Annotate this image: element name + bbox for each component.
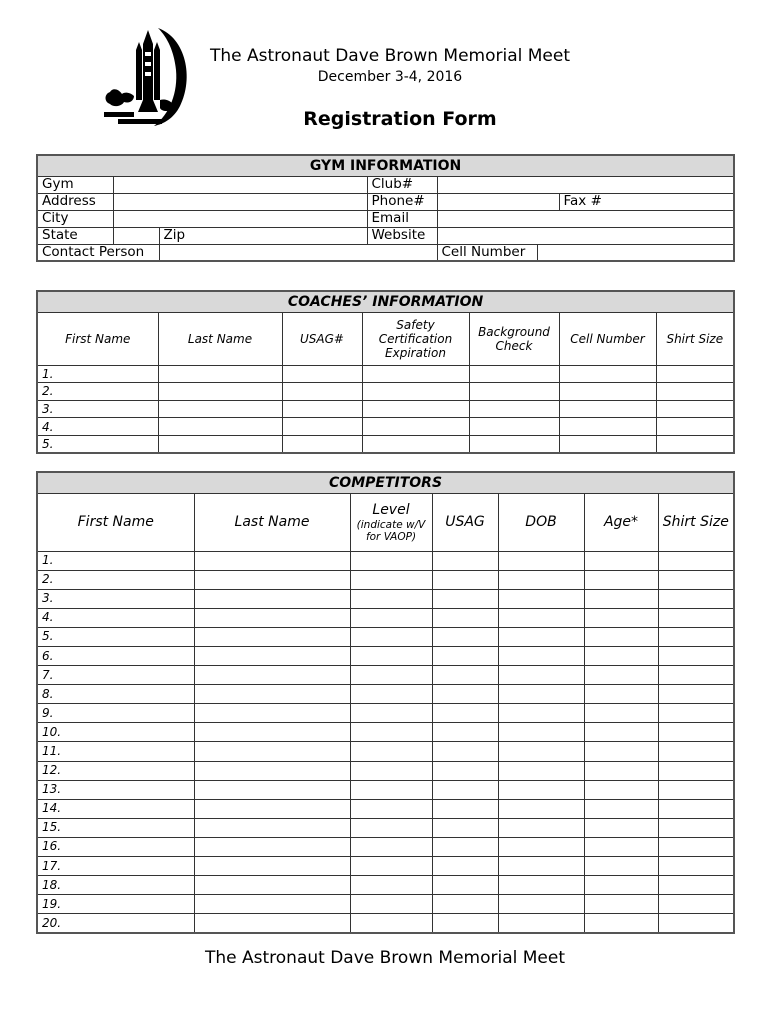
competitor-cell[interactable] <box>498 799 584 818</box>
competitor-row-number[interactable]: 13. <box>37 780 194 799</box>
competitor-cell[interactable] <box>658 895 734 914</box>
competitor-cell[interactable] <box>350 780 432 799</box>
competitor-row-number[interactable]: 8. <box>37 685 194 704</box>
competitor-cell[interactable] <box>658 570 734 589</box>
competitor-cell[interactable] <box>658 914 734 933</box>
competitor-row <box>37 857 734 876</box>
competitors-section-title: COMPETITORS <box>37 472 734 493</box>
competitor-cell[interactable] <box>584 551 658 570</box>
coach-cell[interactable] <box>282 418 362 436</box>
competitor-cell[interactable] <box>498 818 584 837</box>
competitor-row-number[interactable]: 11. <box>37 742 194 761</box>
competitor-cell[interactable] <box>350 799 432 818</box>
competitor-cell[interactable] <box>194 914 350 933</box>
cell-number-label: Cell Number <box>437 244 537 261</box>
competitor-cell[interactable] <box>498 857 584 876</box>
contact-person-label: Contact Person <box>37 244 159 261</box>
coach-cell[interactable] <box>362 435 469 453</box>
meet-title: The Astronaut Dave Brown Memorial Meet <box>209 46 570 66</box>
form-title: Registration Form <box>303 108 497 130</box>
competitor-row-number[interactable]: 19. <box>37 895 194 914</box>
col-last-name: Last Name <box>194 493 350 551</box>
coach-cell[interactable] <box>656 365 734 383</box>
coach-cell[interactable] <box>469 418 559 436</box>
club-field[interactable] <box>437 176 734 193</box>
competitor-cell[interactable] <box>498 666 584 685</box>
meet-date: December 3-4, 2016 <box>317 69 463 85</box>
competitor-row-number[interactable]: 2. <box>37 570 194 589</box>
coach-cell[interactable] <box>282 383 362 401</box>
competitor-row <box>37 799 734 818</box>
competitor-cell[interactable] <box>350 685 432 704</box>
competitor-cell[interactable] <box>498 685 584 704</box>
competitor-cell[interactable] <box>498 742 584 761</box>
competitor-cell[interactable] <box>350 857 432 876</box>
competitor-row <box>37 551 734 570</box>
competitor-cell[interactable] <box>658 761 734 780</box>
zip-label: Zip <box>163 227 186 243</box>
competitor-cell[interactable] <box>432 857 498 876</box>
competitor-row-number[interactable]: 7. <box>37 666 194 685</box>
competitor-cell[interactable] <box>498 551 584 570</box>
gym-information-table <box>36 154 735 262</box>
competitor-cell[interactable] <box>432 723 498 742</box>
coach-cell[interactable] <box>158 418 282 436</box>
coach-col-header: Shirt Size <box>656 312 734 365</box>
coach-cell[interactable] <box>656 400 734 418</box>
competitor-cell[interactable] <box>432 742 498 761</box>
address-field[interactable] <box>113 193 367 210</box>
competitor-cell[interactable] <box>432 551 498 570</box>
coaches-information-table <box>36 290 735 454</box>
coaches-section-title: COACHES’ INFORMATION <box>37 291 734 312</box>
competitor-row-number[interactable]: 16. <box>37 837 194 856</box>
competitor-row <box>37 818 734 837</box>
competitor-cell[interactable] <box>584 666 658 685</box>
competitor-cell[interactable] <box>432 646 498 665</box>
competitor-row <box>37 666 734 685</box>
competitor-cell[interactable] <box>350 876 432 895</box>
competitor-cell[interactable] <box>350 551 432 570</box>
competitor-row <box>37 761 734 780</box>
competitor-cell[interactable] <box>432 570 498 589</box>
competitor-cell[interactable] <box>658 551 734 570</box>
competitor-cell[interactable] <box>432 761 498 780</box>
competitor-cell[interactable] <box>584 723 658 742</box>
competitor-cell[interactable] <box>658 646 734 665</box>
competitor-cell[interactable] <box>658 608 734 627</box>
competitor-cell[interactable] <box>658 780 734 799</box>
coach-cell[interactable] <box>282 435 362 453</box>
competitor-cell[interactable] <box>194 857 350 876</box>
fax-field[interactable] <box>559 193 734 210</box>
competitor-cell[interactable] <box>584 627 658 646</box>
competitor-cell[interactable] <box>350 723 432 742</box>
coach-cell[interactable] <box>559 400 656 418</box>
zip-field[interactable] <box>159 227 367 244</box>
competitor-cell[interactable] <box>350 742 432 761</box>
coach-col-header: Safety Certification Expiration <box>362 312 469 365</box>
coach-cell[interactable] <box>469 400 559 418</box>
footer-text: The Astronaut Dave Brown Memorial Meet <box>204 948 565 968</box>
competitor-cell[interactable] <box>658 627 734 646</box>
competitor-cell[interactable] <box>658 685 734 704</box>
col-dob: DOB <box>498 493 584 551</box>
coach-cell[interactable] <box>559 435 656 453</box>
col-level-note: (indicate w/V for VAOP) <box>356 518 426 543</box>
col-shirt-size: Shirt Size <box>658 493 734 551</box>
phone-field[interactable] <box>437 193 559 210</box>
competitor-cell[interactable] <box>658 666 734 685</box>
competitor-cell[interactable] <box>498 837 584 856</box>
coach-cell[interactable] <box>282 400 362 418</box>
competitor-cell[interactable] <box>432 818 498 837</box>
gym-label: Gym <box>37 176 113 193</box>
coach-col-header: Cell Number <box>559 312 656 365</box>
competitor-cell[interactable] <box>194 551 350 570</box>
coach-cell[interactable] <box>158 435 282 453</box>
competitor-cell[interactable] <box>432 780 498 799</box>
competitor-row <box>37 627 734 646</box>
competitor-cell[interactable] <box>432 627 498 646</box>
state-label: State <box>37 227 113 244</box>
competitor-cell[interactable] <box>432 799 498 818</box>
competitor-cell[interactable] <box>584 685 658 704</box>
competitor-cell[interactable] <box>194 570 350 589</box>
competitor-cell[interactable] <box>194 723 350 742</box>
col-usag: USAG <box>432 493 498 551</box>
competitor-cell[interactable] <box>350 914 432 933</box>
coach-cell[interactable] <box>282 365 362 383</box>
competitor-cell[interactable] <box>658 589 734 608</box>
coach-row <box>37 383 734 401</box>
competitor-cell[interactable] <box>432 666 498 685</box>
coach-cell[interactable] <box>559 383 656 401</box>
col-level-label: Level <box>372 501 410 518</box>
competitor-row <box>37 914 734 933</box>
competitor-cell[interactable] <box>584 818 658 837</box>
competitor-row <box>37 704 734 723</box>
competitor-cell[interactable] <box>584 857 658 876</box>
competitor-cell[interactable] <box>350 666 432 685</box>
competitor-cell[interactable] <box>194 742 350 761</box>
competitor-row-number[interactable]: 9. <box>37 704 194 723</box>
email-label: Email <box>367 210 437 227</box>
coach-cell[interactable] <box>656 383 734 401</box>
competitor-row-number[interactable]: 18. <box>37 876 194 895</box>
phone-label: Phone# <box>367 193 437 210</box>
coach-cell[interactable] <box>469 383 559 401</box>
competitor-cell[interactable] <box>498 761 584 780</box>
competitor-cell[interactable] <box>584 799 658 818</box>
coach-row <box>37 365 734 383</box>
competitor-row-number[interactable]: 12. <box>37 761 194 780</box>
competitor-cell[interactable] <box>498 780 584 799</box>
competitor-row-number[interactable]: 5. <box>37 627 194 646</box>
cell-number-field[interactable] <box>537 244 734 261</box>
competitor-cell[interactable] <box>194 666 350 685</box>
competitor-cell[interactable] <box>350 646 432 665</box>
competitor-cell[interactable] <box>658 723 734 742</box>
competitor-row <box>37 876 734 895</box>
coach-cell[interactable] <box>158 365 282 383</box>
competitor-cell[interactable] <box>432 589 498 608</box>
competitor-row <box>37 608 734 627</box>
competitor-cell[interactable] <box>498 627 584 646</box>
competitor-cell[interactable] <box>194 646 350 665</box>
competitors-table <box>36 471 735 934</box>
competitor-cell[interactable] <box>584 742 658 761</box>
coach-row <box>37 435 734 453</box>
coach-cell[interactable] <box>362 418 469 436</box>
competitor-cell[interactable] <box>194 627 350 646</box>
coach-cell[interactable] <box>362 365 469 383</box>
coach-row-number[interactable]: 5. <box>37 435 158 453</box>
competitor-cell[interactable] <box>498 589 584 608</box>
competitor-cell[interactable] <box>498 723 584 742</box>
competitor-cell[interactable] <box>584 837 658 856</box>
competitor-row <box>37 742 734 761</box>
competitor-cell[interactable] <box>584 589 658 608</box>
fax-label: Fax # <box>563 193 602 209</box>
competitor-cell[interactable] <box>194 799 350 818</box>
competitor-row <box>37 589 734 608</box>
competitor-cell[interactable] <box>498 608 584 627</box>
competitor-cell[interactable] <box>350 837 432 856</box>
contact-person-field[interactable] <box>159 244 437 261</box>
gym-field[interactable] <box>113 176 367 193</box>
city-field[interactable] <box>113 210 367 227</box>
competitor-cell[interactable] <box>350 704 432 723</box>
competitor-cell[interactable] <box>432 876 498 895</box>
competitor-cell[interactable] <box>498 914 584 933</box>
coach-cell[interactable] <box>362 400 469 418</box>
competitor-cell[interactable] <box>194 761 350 780</box>
address-label: Address <box>37 193 113 210</box>
coach-col-header: Last Name <box>158 312 282 365</box>
competitor-cell[interactable] <box>584 895 658 914</box>
competitor-cell[interactable] <box>584 646 658 665</box>
coach-cell[interactable] <box>559 418 656 436</box>
competitor-cell[interactable] <box>658 837 734 856</box>
competitor-row-number[interactable]: 20. <box>37 914 194 933</box>
state-field[interactable] <box>113 227 159 244</box>
coach-row <box>37 418 734 436</box>
coach-col-header: USAG# <box>282 312 362 365</box>
coach-cell[interactable] <box>656 418 734 436</box>
competitor-cell[interactable] <box>658 799 734 818</box>
competitor-cell[interactable] <box>194 876 350 895</box>
competitor-cell[interactable] <box>350 627 432 646</box>
competitor-cell[interactable] <box>194 837 350 856</box>
competitor-row <box>37 895 734 914</box>
coach-row <box>37 400 734 418</box>
competitor-cell[interactable] <box>584 914 658 933</box>
competitor-cell[interactable] <box>194 780 350 799</box>
competitor-cell[interactable] <box>350 608 432 627</box>
gym-section-title: GYM INFORMATION <box>37 155 734 176</box>
competitor-cell[interactable] <box>194 895 350 914</box>
coach-row-number[interactable]: 4. <box>37 418 158 436</box>
competitor-cell[interactable] <box>658 704 734 723</box>
col-first-name: First Name <box>37 493 194 551</box>
coach-row-number[interactable]: 3. <box>37 400 158 418</box>
coach-cell[interactable] <box>158 383 282 401</box>
competitor-cell[interactable] <box>194 685 350 704</box>
competitor-cell[interactable] <box>658 818 734 837</box>
competitor-cell[interactable] <box>350 570 432 589</box>
competitor-row-number[interactable]: 4. <box>37 608 194 627</box>
competitor-cell[interactable] <box>350 761 432 780</box>
competitor-cell[interactable] <box>194 704 350 723</box>
coach-cell[interactable] <box>362 383 469 401</box>
competitor-cell[interactable] <box>432 837 498 856</box>
coach-cell[interactable] <box>656 435 734 453</box>
competitor-row <box>37 723 734 742</box>
competitor-cell[interactable] <box>432 704 498 723</box>
competitor-row <box>37 685 734 704</box>
competitor-cell[interactable] <box>584 780 658 799</box>
competitor-cell[interactable] <box>498 570 584 589</box>
competitor-row <box>37 780 734 799</box>
competitor-cell[interactable] <box>432 914 498 933</box>
competitor-cell[interactable] <box>350 895 432 914</box>
competitor-cell[interactable] <box>498 646 584 665</box>
coach-cell[interactable] <box>469 365 559 383</box>
competitor-cell[interactable] <box>498 895 584 914</box>
competitor-cell[interactable] <box>498 704 584 723</box>
competitor-cell[interactable] <box>194 818 350 837</box>
competitor-row-number[interactable]: 14. <box>37 799 194 818</box>
competitor-cell[interactable] <box>350 589 432 608</box>
competitor-cell[interactable] <box>658 857 734 876</box>
col-age: Age* <box>584 493 658 551</box>
city-label: City <box>37 210 113 227</box>
competitor-row-number[interactable]: 15. <box>37 818 194 837</box>
competitor-cell[interactable] <box>498 876 584 895</box>
competitor-cell[interactable] <box>584 761 658 780</box>
competitor-cell[interactable] <box>432 895 498 914</box>
coach-cell[interactable] <box>158 400 282 418</box>
competitor-cell[interactable] <box>584 704 658 723</box>
competitor-row-number[interactable]: 17. <box>37 857 194 876</box>
competitor-cell[interactable] <box>584 570 658 589</box>
col-level <box>350 493 432 551</box>
competitor-row <box>37 570 734 589</box>
coach-row-number[interactable]: 2. <box>37 383 158 401</box>
competitor-row-number[interactable]: 3. <box>37 589 194 608</box>
email-field[interactable] <box>437 210 734 227</box>
coach-col-header: First Name <box>37 312 158 365</box>
coach-col-header: Background Check <box>469 312 559 365</box>
competitor-row-number[interactable]: 10. <box>37 723 194 742</box>
competitor-cell[interactable] <box>432 608 498 627</box>
competitor-cell[interactable] <box>350 818 432 837</box>
website-field[interactable] <box>437 227 734 244</box>
competitor-row-number[interactable]: 1. <box>37 551 194 570</box>
club-label: Club# <box>367 176 437 193</box>
competitor-cell[interactable] <box>658 876 734 895</box>
competitor-cell[interactable] <box>194 589 350 608</box>
competitor-cell[interactable] <box>658 742 734 761</box>
competitor-cell[interactable] <box>584 876 658 895</box>
coach-cell[interactable] <box>469 435 559 453</box>
competitor-row <box>37 646 734 665</box>
coach-cell[interactable] <box>559 365 656 383</box>
competitor-cell[interactable] <box>194 608 350 627</box>
coach-row-number[interactable]: 1. <box>37 365 158 383</box>
competitor-row-number[interactable]: 6. <box>37 646 194 665</box>
competitor-cell[interactable] <box>432 685 498 704</box>
website-label: Website <box>367 227 437 244</box>
competitor-cell[interactable] <box>584 608 658 627</box>
competitor-row <box>37 837 734 856</box>
